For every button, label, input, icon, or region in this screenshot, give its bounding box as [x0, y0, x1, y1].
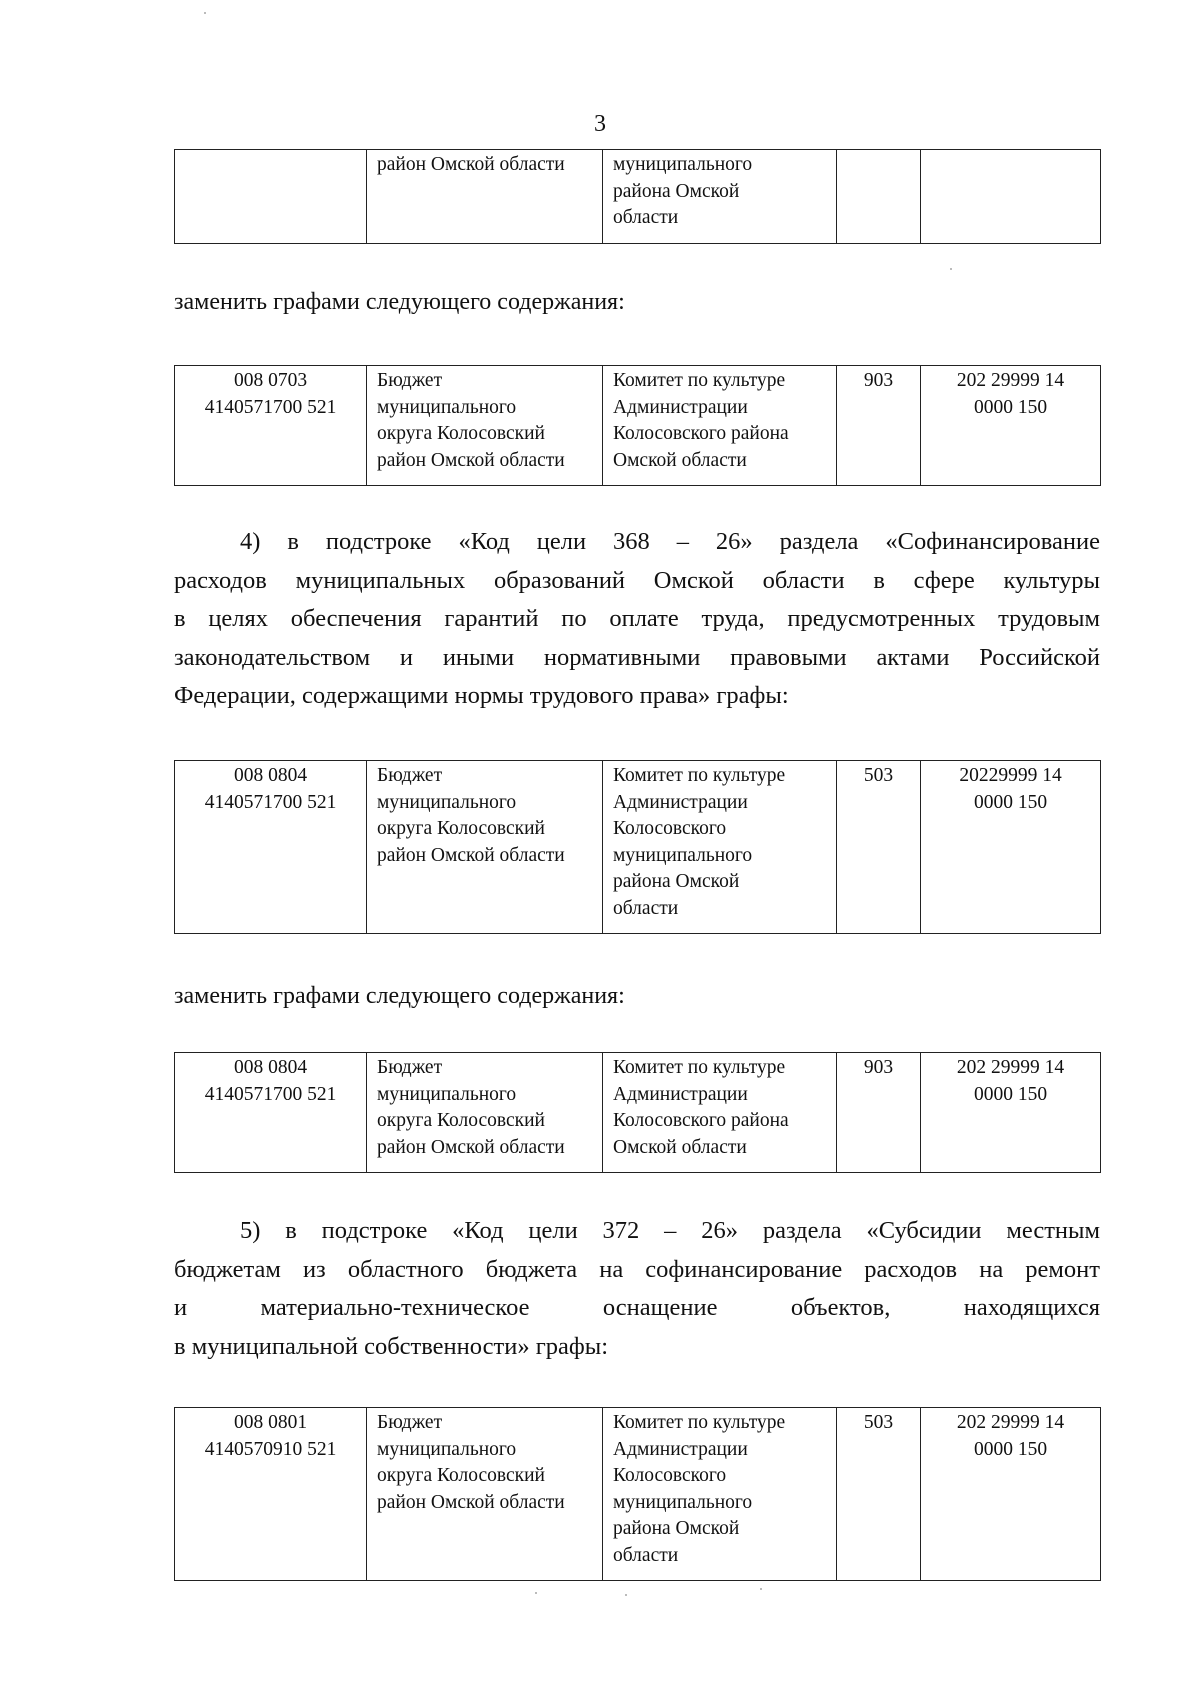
cell-text-line: района Омской: [613, 180, 740, 202]
cell-text-line: муниципального: [613, 1491, 753, 1513]
cell-text-line: 202 29999 14: [956, 1057, 1065, 1078]
cell-grbs-code: [837, 1408, 921, 1581]
cell-target-code: [175, 1053, 367, 1173]
cell-text-line: Омской области: [613, 449, 747, 471]
cell-text: 503: [863, 1412, 894, 1433]
scan-speck: [204, 12, 206, 14]
table-row: [175, 1053, 1101, 1173]
cell-text-line: округа Колосовский: [377, 1465, 545, 1486]
paragraph-4: [174, 523, 1100, 716]
paragraph-line: 4) в подстроке «Код цели 368 – 26» раздела «Софинансирование: [240, 528, 1100, 555]
cell-revenue-code: [921, 366, 1101, 486]
cell-text: 903: [863, 370, 894, 391]
cell-text-line: округа Колосовский: [377, 423, 545, 444]
cell-text-line: Колосовского района: [613, 423, 789, 444]
cell-text-line: Администрации: [613, 396, 748, 418]
paragraph-line: расходов муниципальных образований Омской области в сфере культуры: [174, 566, 1100, 594]
page-number: 3: [594, 111, 606, 137]
cell-text-line: района Омской: [613, 871, 740, 892]
cell-text-line: 008 0804: [233, 765, 308, 786]
cell-text-line: Комитет по культуре: [613, 765, 786, 786]
cell-text-line: муниципального: [377, 396, 517, 418]
cell-text-line: 008 0804: [233, 1057, 308, 1078]
cell-text-line: Омской области: [613, 1136, 747, 1158]
cell-target-code: [175, 150, 367, 244]
table-top-continuation: [174, 149, 1101, 244]
paragraph-line: бюджетам из областного бюджета на софинансирование расходов на ремонт: [174, 1255, 1100, 1283]
cell-text: 903: [863, 1057, 894, 1078]
table-row: [175, 366, 1101, 486]
cell-administrator: [603, 150, 837, 244]
cell-target-code: [175, 366, 367, 486]
cell-text-line: округа Колосовский: [377, 818, 545, 839]
paragraph-line: в целях обеспечения гарантий по оплате труда, предусмотренных трудовым: [174, 605, 1100, 632]
table-body: [175, 366, 1101, 486]
cell-text-line: 202 29999 14: [956, 370, 1065, 391]
cell-text-line: 4140570910 521: [204, 1438, 337, 1460]
cell-text-line: Колосовского: [613, 818, 727, 839]
cell-text-line: Бюджет: [377, 765, 443, 786]
cell-text-line: района Омской: [613, 1518, 740, 1539]
table-row: [175, 150, 1101, 244]
scan-speck: [950, 268, 952, 270]
paragraph-line: Федерации, содержащими нормы трудового права» графы:: [174, 682, 789, 709]
table-body: [175, 761, 1101, 934]
cell-revenue-code: [921, 150, 1101, 244]
cell-text-line: район Омской области: [377, 1136, 565, 1158]
table-2: [174, 760, 1101, 934]
cell-text-line: 4140571700 521: [204, 791, 337, 813]
cell-text-line: муниципального: [613, 844, 753, 866]
cell-text-line: 20229999 14: [959, 765, 1062, 786]
cell-grbs-code: [837, 1053, 921, 1173]
cell-text-line: Колосовского: [613, 1465, 727, 1486]
table-1: [174, 365, 1101, 486]
cell-text-line: Колосовского района: [613, 1110, 789, 1131]
cell-text-line: области: [613, 207, 679, 228]
cell-text-line: Администрации: [613, 1438, 748, 1460]
cell-budget: [367, 150, 603, 244]
cell-administrator: [603, 366, 837, 486]
paragraph-line: 5) в подстроке «Код цели 372 – 26» раздела «Субсидии местным: [240, 1217, 1100, 1244]
cell-budget: [367, 366, 603, 486]
cell-text-line: 0000 150: [973, 1083, 1048, 1105]
cell-administrator: [603, 1408, 837, 1581]
cell-text-line: 0000 150: [973, 791, 1048, 813]
paragraph-line: законодательством и иными нормативными правовыми актами Российской: [174, 643, 1100, 671]
table-body: [175, 1408, 1101, 1581]
cell-text-line: 008 0703: [233, 370, 308, 391]
cell-text-line: области: [613, 897, 679, 919]
paragraph-line: и материально-техническое оснащение объектов, находящихся: [174, 1294, 1100, 1321]
cell-revenue-code: [921, 1053, 1101, 1173]
scan-speck: [760, 1588, 762, 1590]
cell-text-line: 202 29999 14: [956, 1412, 1065, 1433]
cell-text-line: Бюджет: [377, 1057, 443, 1078]
cell-text-line: Бюджет: [377, 370, 443, 391]
paragraph-5: [174, 1212, 1100, 1366]
cell-text-line: 0000 150: [973, 1438, 1048, 1460]
table-row: [175, 1408, 1101, 1581]
cell-budget: [367, 761, 603, 934]
cell-text-line: Администрации: [613, 791, 748, 813]
cell-administrator: [603, 761, 837, 934]
cell-text-line: Комитет по культуре: [613, 370, 786, 391]
cell-administrator: [603, 1053, 837, 1173]
table-body: [175, 1053, 1101, 1173]
cell-text-line: муниципального: [377, 1438, 517, 1460]
cell-text-line: район Омской области: [377, 449, 565, 471]
cell-text-line: Комитет по культуре: [613, 1412, 786, 1433]
cell-grbs-code: [837, 150, 921, 244]
cell-text-line: муниципального: [377, 791, 517, 813]
cell-target-code: [175, 1408, 367, 1581]
scan-speck: [535, 1592, 537, 1594]
cell-grbs-code: [837, 761, 921, 934]
paragraph-line: в муниципальной собственности» графы:: [174, 1332, 609, 1360]
cell-text-line: округа Колосовский: [377, 1110, 545, 1131]
cell-text: 503: [863, 765, 894, 786]
cell-text-line: области: [613, 1544, 679, 1566]
cell-text-line: район Омской области: [377, 844, 565, 866]
cell-text-line: муниципального: [377, 1083, 517, 1105]
table-row: [175, 761, 1101, 934]
table-4: [174, 1407, 1101, 1581]
table-body: [175, 150, 1101, 244]
cell-text-line: 4140571700 521: [204, 396, 337, 418]
cell-revenue-code: [921, 761, 1101, 934]
cell-revenue-code: [921, 1408, 1101, 1581]
replace-label-1: заменить графами следующего содержания:: [174, 289, 625, 315]
replace-label-2: заменить графами следующего содержания:: [174, 983, 625, 1009]
cell-text-line: Администрации: [613, 1083, 748, 1105]
cell-grbs-code: [837, 366, 921, 486]
cell-text-line: муниципального: [613, 154, 753, 175]
cell-target-code: [175, 761, 367, 934]
cell-text-line: 0000 150: [973, 396, 1048, 418]
table-3: [174, 1052, 1101, 1173]
scan-speck: [625, 1594, 627, 1596]
cell-text-line: 4140571700 521: [204, 1083, 337, 1105]
cell-budget: [367, 1408, 603, 1581]
cell-text-line: 008 0801: [233, 1412, 308, 1433]
cell-text-line: район Омской области: [377, 154, 565, 175]
cell-text-line: район Омской области: [377, 1491, 565, 1513]
cell-text-line: Комитет по культуре: [613, 1057, 786, 1078]
cell-text-line: Бюджет: [377, 1412, 443, 1433]
cell-budget: [367, 1053, 603, 1173]
